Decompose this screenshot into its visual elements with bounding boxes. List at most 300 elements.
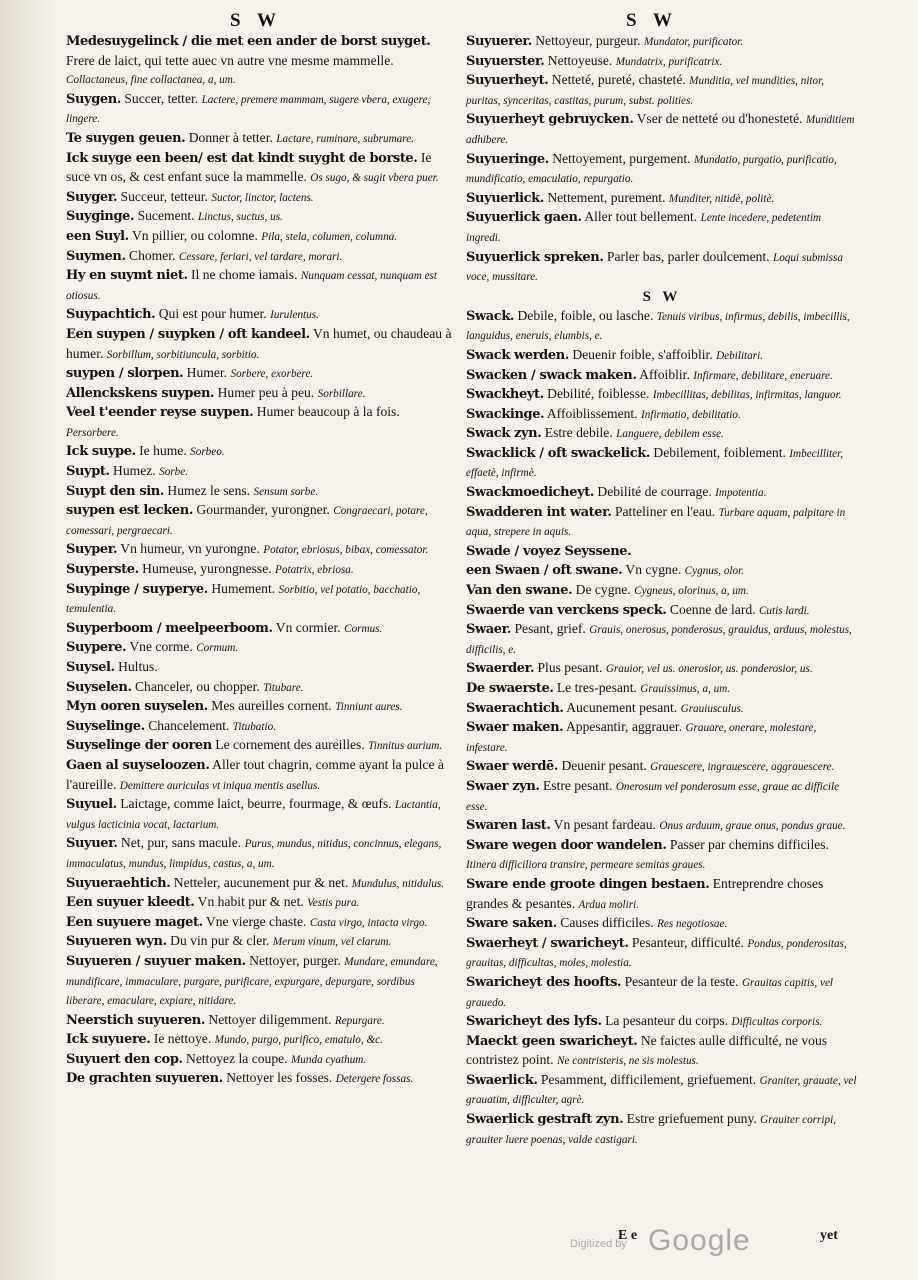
latin-gloss: Munda cyathum.	[290, 1053, 367, 1066]
latin-gloss: Cessare, feriari, vel tardare, morari.	[178, 250, 343, 263]
dictionary-entry	[466, 189, 858, 209]
latin-gloss: Cutis lardi.	[758, 604, 810, 617]
headword: Swaer werdē.	[466, 759, 559, 775]
latin-gloss: Grauiusculus.	[680, 702, 744, 715]
latin-gloss: Lactere, premere mammam, sugere vbera, exugere, lingere.	[66, 93, 431, 126]
latin-gloss: Munditiem adhibere.	[466, 114, 855, 146]
headword: Suyginge.	[66, 209, 135, 225]
latin-gloss: Persorbere.	[66, 426, 119, 439]
latin-gloss: Tinniunt aures.	[335, 701, 403, 714]
french-gloss: Plus pesant.	[537, 660, 603, 676]
dictionary-entry	[466, 208, 858, 247]
headword: Swackinge.	[466, 406, 545, 422]
latin-gloss: Cormum.	[196, 642, 239, 655]
french-gloss: Net, pur, sans macule.	[120, 835, 242, 851]
headword: Suyuerster.	[466, 53, 545, 69]
headword: Gaen al suyseloozen.	[66, 757, 210, 773]
dictionary-entry	[66, 247, 452, 267]
french-gloss: Deuenir pesant.	[561, 758, 647, 774]
latin-gloss: Ardua moliri.	[578, 898, 640, 911]
headword: Swaerlick gestraft zyn.	[466, 1112, 624, 1128]
french-gloss: Succeur, tetteur.	[120, 188, 208, 204]
dictionary-entry	[66, 462, 452, 482]
dictionary-entry	[66, 1069, 452, 1089]
headword: Swaerachtich.	[466, 700, 564, 716]
latin-gloss: Titubare.	[263, 681, 304, 694]
dictionary-entry	[466, 581, 858, 601]
dictionary-entry	[466, 424, 858, 444]
headword: Suyuert den cop.	[66, 1051, 183, 1067]
french-gloss: Deuenir foible, s'affoiblir.	[572, 346, 713, 362]
page-spine-shadow	[0, 0, 58, 1280]
french-gloss: Vn cormier.	[275, 619, 341, 635]
latin-gloss: Sorbillum, sorbitiuncula, sorbitio.	[106, 348, 260, 361]
french-gloss: Hultus.	[118, 659, 158, 674]
dictionary-entry	[466, 934, 858, 973]
latin-gloss: Merum vinum, vel clarum.	[272, 936, 392, 949]
dictionary-entry	[66, 442, 452, 462]
latin-gloss: Repurgare.	[334, 1014, 385, 1027]
dictionary-entry	[66, 874, 452, 894]
french-gloss: Humez le sens.	[167, 482, 251, 498]
french-gloss: Nettoyer diligemment.	[208, 1011, 332, 1027]
latin-gloss: Sorbeo.	[190, 446, 225, 459]
latin-gloss: Sorbere, exorbere.	[230, 368, 314, 381]
dictionary-entry	[66, 638, 452, 658]
dictionary-entry	[466, 385, 858, 405]
latin-gloss: Grauitas capitis, vel grauedo.	[466, 976, 834, 1009]
latin-gloss: Tenuis viribus, infirmus, debilis, imbecillis, languidus, eneruis, elumbis, e.	[466, 310, 850, 343]
dictionary-entry	[466, 444, 858, 483]
dictionary-entry	[466, 1110, 858, 1149]
french-gloss: Pesant, grief.	[514, 621, 586, 637]
headword: Suyueren wyn.	[66, 934, 167, 950]
french-gloss: Vn pillier, ou colomne.	[131, 227, 258, 243]
dictionary-entry	[466, 542, 858, 562]
french-gloss: Nettoyement, purgement.	[552, 150, 691, 166]
dictionary-entry	[466, 699, 858, 719]
dictionary-entry	[66, 403, 452, 442]
dictionary-entry	[466, 561, 858, 581]
dictionary-entry	[466, 973, 858, 1012]
french-gloss: Debile, foible, ou lasche.	[517, 307, 654, 323]
dictionary-entry	[66, 619, 452, 639]
french-gloss: Passer par chemins difficiles.	[669, 836, 829, 852]
french-gloss: Chancelement.	[148, 717, 230, 733]
headword: Suyperboom / meelpeerboom.	[66, 620, 273, 636]
french-gloss: Humer.	[186, 365, 228, 381]
latin-gloss: Grauescere, ingrauescere, aggrauescere.	[650, 761, 835, 774]
french-gloss: Nettoyeuse.	[547, 52, 613, 68]
latin-gloss: Cygnus, olor.	[684, 565, 745, 578]
dictionary-entry	[466, 1032, 858, 1071]
latin-gloss: Mundulus, nitidulus.	[351, 877, 445, 890]
french-gloss: Le cornement des aureilles.	[215, 737, 365, 753]
headword: Swaerheyt / swaricheyt.	[466, 935, 629, 951]
headword: Suyuerlick.	[466, 190, 544, 206]
headword: Veel t'eender reyse suypen.	[66, 405, 254, 421]
headword: Swack.	[466, 308, 515, 324]
french-gloss: Laictage, comme laict, beurre, fourmage, & œufs.	[120, 796, 392, 812]
french-gloss: Ie hume.	[139, 443, 187, 459]
dictionary-entry	[66, 717, 452, 737]
dictionary-entry	[466, 71, 858, 110]
french-gloss: Il ne chome iamais.	[191, 267, 298, 283]
headword: Suyselinge.	[66, 718, 145, 734]
dictionary-entry	[66, 540, 452, 560]
french-gloss: Humer peu à peu.	[217, 384, 315, 400]
headword: een Suyl.	[66, 228, 129, 244]
headword: De grachten suyueren.	[66, 1071, 223, 1087]
french-gloss: Affoiblir.	[639, 366, 690, 382]
latin-gloss: Grauare, onerare, molestare, infestare.	[466, 722, 817, 754]
latin-gloss: Sorbe.	[159, 466, 188, 479]
latin-gloss: Grauior, vel us. onerosior, us. ponderosior, us.	[605, 663, 813, 676]
latin-gloss: Grauis, onerosus, ponderosus, grauidus, arduus, molestus, difficilis, e.	[466, 624, 852, 656]
dictionary-entry	[66, 1011, 452, 1031]
french-gloss: Ie nettoye.	[153, 1031, 212, 1047]
section-heading: S W	[642, 288, 682, 305]
latin-gloss: Ne contristeris, ne sis molestus.	[557, 1055, 699, 1068]
latin-gloss: Pondus, ponderositas, grauitas, difficultas, moles, molestia.	[466, 937, 847, 970]
headword: Swack werden.	[466, 347, 569, 363]
dictionary-entry	[66, 834, 452, 873]
headword: Swackmoedicheyt.	[466, 485, 594, 501]
latin-gloss: Purus, mundus, nitidus, concinnus, elegans, immaculatus, mundus, limpidus, castus, a, um.	[66, 838, 442, 870]
latin-gloss: Itinera difficiliora transire, permeare semitas graues.	[466, 859, 706, 872]
headword: Suyuerheyt.	[466, 73, 549, 89]
latin-gloss: Onerosum vel ponderosum esse, graue ac difficile esse.	[466, 780, 840, 813]
french-gloss: Vn cygne.	[625, 562, 682, 578]
dictionary-entry	[66, 266, 452, 305]
headword: een Swaen / oft swane.	[466, 563, 623, 579]
dictionary-entry	[66, 129, 452, 149]
dictionary-entry	[66, 678, 452, 698]
latin-gloss: Difficultas corporis.	[731, 1016, 823, 1029]
french-gloss: Nettoyer les fosses.	[226, 1070, 333, 1086]
latin-gloss: Infirmare, debilitare, eneruare.	[693, 369, 833, 382]
latin-gloss: Collactaneus, fine collactanea, a, um.	[66, 74, 236, 87]
french-gloss: Le tres-pesant.	[556, 680, 637, 695]
latin-gloss: Munditia, vel mundities, nitor, puritas, synceritas, castitas, purum, subst. polities.	[466, 75, 825, 107]
headword: suypen est lecken.	[66, 503, 193, 519]
headword: Suyselen.	[66, 679, 132, 695]
latin-gloss: Mundo, purgo, purifico, ematulo, &c.	[214, 1034, 383, 1047]
latin-gloss: Imbecillitas, debilitas, infirmitas, languor.	[652, 389, 842, 402]
french-gloss: Qui est pour humer.	[158, 306, 267, 322]
french-gloss: Pesanteur, difficulté.	[631, 934, 744, 950]
headword: Swack zyn.	[466, 426, 542, 442]
dictionary-entry	[66, 90, 452, 129]
latin-gloss: Graniter, grauate, vel grauatim, difficulter, agrè.	[466, 1074, 857, 1107]
dictionary-entry	[66, 1050, 452, 1070]
headword: Maeckt geen swaricheyt.	[466, 1033, 638, 1049]
dictionary-entry	[466, 150, 858, 189]
french-gloss: Ie suce vn os, & cest enfant suce la mammelle.	[66, 149, 432, 185]
latin-gloss: Mundatrix, purificatrix.	[615, 55, 723, 68]
dictionary-entry	[66, 188, 452, 208]
latin-gloss: Potatrix, ebriosa.	[275, 564, 354, 577]
headword: Suyueraehtich.	[66, 875, 171, 891]
latin-gloss: Mundatio, purgatio, purificatio, mundificatio, emaculatio, repurgatio.	[466, 153, 837, 186]
french-gloss: Pesamment, difficilement, griefuement.	[540, 1071, 757, 1087]
dictionary-entry	[66, 756, 452, 795]
latin-gloss: Sorbillare.	[317, 387, 366, 400]
french-gloss: Humement.	[211, 580, 276, 596]
latin-gloss: Suctor, linctor, lactens.	[211, 191, 314, 204]
headword: Suyuer.	[66, 836, 118, 852]
french-gloss: Chanceler, ou chopper.	[134, 678, 260, 694]
headword: Sware ende groote dingen bestaen.	[466, 876, 710, 892]
headword: Swaerlick.	[466, 1072, 538, 1088]
headword: Een suyuer kleedt.	[66, 895, 195, 911]
headword: Suyselinge der ooren	[66, 738, 212, 754]
latin-gloss: Mundare, emundare, mundificare, immaculare, purgare, purificare, expurgare, depurgare, sordibus liberare, emaculare, expiare, nitidare.	[66, 955, 438, 1008]
latin-gloss: Imbecilliter, effaetè, infirmè.	[466, 447, 844, 480]
latin-gloss: Iurulentus.	[270, 309, 319, 322]
latin-gloss: Infirmatio, debilitatio.	[641, 408, 741, 421]
dictionary-entry	[466, 816, 858, 836]
latin-gloss: Lactantia, vulgus lacticinia vocat, lactarium.	[66, 799, 441, 831]
dictionary-entry	[66, 560, 452, 580]
headword: Hy en suymt niet.	[66, 268, 188, 284]
latin-gloss: Turbare aquam, palpitare in aqua, strepere in aquis.	[466, 506, 846, 539]
headword: Suyuerheyt gebruycken.	[466, 112, 634, 128]
latin-gloss: Titubatio.	[232, 720, 276, 733]
french-gloss: Succer, tetter.	[124, 90, 199, 106]
headword: Swaer zyn.	[466, 778, 540, 794]
dictionary-entry	[466, 503, 858, 542]
french-gloss: Parler bas, parler doulcement.	[606, 248, 770, 264]
headword: Swaerder.	[466, 661, 535, 677]
french-gloss: Debilement, foiblement.	[653, 444, 786, 460]
dictionary-entry	[466, 836, 858, 875]
headword: Suyperste.	[66, 562, 139, 578]
latin-gloss: Cygneus, olorinus, a, um.	[634, 585, 749, 598]
french-gloss: Affoiblissement.	[546, 405, 638, 421]
latin-gloss: Pila, stela, columen, columna.	[261, 230, 398, 243]
headword: Swade / voyez Seyssene.	[466, 543, 632, 559]
french-gloss: Estre pesant.	[542, 777, 613, 793]
dictionary-entry	[466, 307, 858, 346]
french-gloss: Netteler, aucunement pur & net.	[173, 874, 349, 890]
dictionary-entry	[66, 501, 452, 540]
headword: Swaer.	[466, 622, 512, 638]
french-gloss: Humez.	[113, 463, 156, 479]
french-gloss: Aucunement pesant.	[566, 699, 678, 715]
dictionary-entry	[466, 1012, 858, 1032]
dictionary-entry	[66, 384, 452, 404]
headword: Suyper.	[66, 542, 118, 558]
french-gloss: Vn pesant fardeau.	[553, 817, 656, 833]
headword: Suyuel.	[66, 797, 117, 813]
latin-gloss: Munditer, nitidè, politè.	[668, 192, 775, 205]
french-gloss: Sucement.	[137, 208, 195, 224]
french-gloss: Aller tout bellement.	[584, 209, 698, 225]
headword: Swaricheyt des hoofts.	[466, 974, 622, 990]
latin-gloss: Grauiter corripi, grauiter luere poenas, valde castigari.	[466, 1114, 836, 1146]
latin-gloss: Cormus.	[344, 622, 383, 635]
headword: Suyuerer.	[466, 34, 532, 49]
headword: Suypinge / suyperye.	[66, 581, 208, 597]
dictionary-entry	[466, 1071, 858, 1110]
dictionary-entry	[66, 736, 452, 756]
latin-gloss: Languere, debilem esse.	[616, 428, 724, 441]
dictionary-entry	[466, 366, 858, 386]
right-column	[466, 32, 858, 1149]
headword: Suyuerlick spreken.	[466, 249, 604, 265]
french-gloss: Vn humet, ou chaudeau à humer.	[66, 325, 452, 361]
french-gloss: Appesantir, aggrauer.	[565, 719, 683, 735]
french-gloss: Humer beaucoup à la fois.	[256, 404, 400, 420]
french-gloss: Frere de laict, qui tette auec vn autre vne mesme mammelle.	[66, 52, 394, 68]
running-header-left: S W	[230, 10, 282, 31]
french-gloss: Mes aureilles cornent.	[211, 698, 332, 714]
french-gloss: Donner à tetter.	[188, 129, 273, 145]
google-logo: Google	[648, 1224, 751, 1257]
dictionary-entry	[466, 405, 858, 425]
headword: Suypere.	[66, 640, 127, 656]
headword: Medesuygelinck / die met een ander de borst suyget.	[66, 34, 431, 49]
latin-gloss: Res negotiosae.	[657, 918, 728, 931]
latin-gloss: Grauissimus, a, um.	[640, 683, 731, 695]
signature-mark: E e	[618, 1228, 638, 1243]
dictionary-entry	[466, 483, 858, 503]
headword: Ick suyge een been/ est dat kindt suyght de borste.	[66, 150, 418, 166]
latin-gloss: Potator, ebriosus, bibax, comessator.	[263, 544, 429, 557]
headword: Suypt.	[66, 464, 110, 480]
french-gloss: Netteté, pureté, chasteté.	[551, 72, 686, 88]
headword: Suyuerlick gaen.	[466, 210, 582, 226]
french-gloss: Ne faictes aulle difficulté, ne vous contristez point.	[466, 1032, 828, 1068]
dictionary-entry	[466, 620, 858, 659]
french-gloss: Du vin pur & cler.	[170, 933, 270, 949]
headword: Swadderen int water.	[466, 504, 612, 520]
dictionary-entry	[466, 110, 858, 149]
dictionary-entry	[466, 777, 858, 816]
french-gloss: Debilité de courrage.	[597, 484, 712, 500]
headword: Suyueringe.	[466, 151, 549, 167]
latin-gloss: Vestis pura.	[307, 897, 360, 910]
latin-gloss: Casta virgo, intacta virgo.	[309, 916, 428, 929]
headword: Suygen.	[66, 91, 121, 107]
french-gloss: La pesanteur du corps.	[605, 1013, 729, 1029]
headword: Swacken / swack maken.	[466, 367, 637, 383]
french-gloss: Aller tout chagrin, comme ayant la pulce à l'aureille.	[66, 756, 444, 792]
headword: Ick suyuere.	[66, 1032, 151, 1048]
latin-gloss: Sorbitio, vel potatio, bacchatio, temulentia.	[66, 583, 421, 616]
dictionary-entry	[66, 658, 452, 678]
headword: Swackheyt.	[466, 387, 544, 403]
french-gloss: Estre debile.	[544, 425, 613, 441]
french-gloss: Chomer.	[129, 247, 176, 263]
dictionary-entry	[66, 913, 452, 933]
headword: Allenckskens suypen.	[66, 385, 215, 401]
latin-gloss: Onus arduum, graue onus, pondus graue.	[659, 820, 846, 833]
dictionary-entry	[466, 914, 858, 934]
headword: Een suyuere maget.	[66, 914, 203, 930]
headword: Suyueren / suyuer maken.	[66, 953, 246, 969]
dictionary-entry	[66, 32, 452, 90]
dictionary-entry	[66, 227, 452, 247]
dictionary-entry	[66, 364, 452, 384]
french-gloss: Debilité, foiblesse.	[547, 386, 650, 402]
dictionary-entry	[66, 580, 452, 619]
headword: De swaerste.	[466, 681, 554, 696]
headword: Swaerde van verckens speck.	[466, 602, 667, 618]
dictionary-entry	[466, 757, 858, 777]
dictionary-entry	[466, 52, 858, 72]
french-gloss: Vne vierge chaste.	[205, 913, 307, 929]
headword: Swaricheyt des lyfs.	[466, 1014, 602, 1030]
dictionary-entry	[466, 659, 858, 679]
headword: Myn ooren suyselen.	[66, 699, 208, 715]
dictionary-entry	[466, 248, 858, 287]
headword: suypen / slorpen.	[66, 366, 184, 382]
french-gloss: Nettoyez la coupe.	[186, 1050, 288, 1066]
latin-gloss: Demittere auriculas vt iniqua mentis asellus.	[119, 779, 321, 792]
headword: Sware wegen door wandelen.	[466, 837, 667, 853]
french-gloss: Patteliner en l'eau.	[614, 503, 716, 519]
dictionary-entry	[66, 482, 452, 502]
headword: Sware saken.	[466, 916, 557, 932]
headword: Van den swane.	[466, 583, 573, 599]
headword: Swacklick / oft swackelick.	[466, 445, 650, 461]
watermark-small-text: Digitized by	[570, 1238, 627, 1250]
dictionary-entry	[466, 718, 858, 757]
latin-gloss: Os sugo, & sugit vbera puer.	[310, 172, 439, 185]
latin-gloss: Impotentia.	[715, 487, 767, 500]
left-column	[66, 32, 452, 1089]
latin-gloss: Mundator, purificator.	[643, 36, 744, 48]
french-gloss: Vser de netteté ou d'honesteté.	[636, 111, 803, 127]
headword: Neerstich suyueren.	[66, 1012, 205, 1028]
headword: Swaer maken.	[466, 720, 564, 736]
headword: Suymen.	[66, 248, 126, 264]
french-gloss: Nettoyeur, purgeur.	[535, 33, 641, 48]
headword: Te suygen geuen.	[66, 130, 186, 146]
dictionary-entry	[66, 1030, 452, 1050]
latin-gloss: Lactare, ruminare, subrumare.	[276, 132, 414, 145]
latin-gloss: Tinnitus aurium.	[368, 740, 443, 753]
running-header-right: S W	[626, 10, 678, 31]
french-gloss: Humeuse, yurongnesse.	[142, 561, 272, 577]
dictionary-entry	[66, 149, 452, 188]
dictionary-entry	[466, 601, 858, 621]
dictionary-entry	[466, 679, 858, 699]
headword: Een suypen / suypken / oft kandeel.	[66, 326, 310, 342]
latin-gloss: Linctus, suctus, us.	[198, 211, 283, 224]
french-gloss: De cygne.	[575, 582, 631, 598]
french-gloss: Coenne de lard.	[669, 601, 756, 617]
latin-gloss: Debilitari.	[716, 349, 764, 362]
headword: Suypt den sin.	[66, 483, 164, 499]
headword: Suysel.	[66, 660, 115, 675]
french-gloss: Causes difficiles.	[560, 915, 654, 931]
french-gloss: Estre griefuement puny.	[626, 1111, 757, 1127]
dictionary-entry	[466, 32, 858, 52]
latin-gloss: Sensum sorbe.	[253, 485, 319, 498]
dictionary-entry	[66, 952, 452, 1011]
latin-gloss: Congraecari, potare, comessari, pergraecari.	[66, 505, 428, 537]
latin-gloss: Detergere fossas.	[335, 1073, 414, 1086]
latin-gloss: Nunquam cessat, nunquam est otiosus.	[66, 270, 437, 302]
dictionary-entry	[66, 697, 452, 717]
headword: Ick suype.	[66, 444, 136, 460]
dictionary-entry	[66, 795, 452, 834]
french-gloss: Vne corme.	[129, 639, 193, 655]
dictionary-entry	[66, 207, 452, 227]
